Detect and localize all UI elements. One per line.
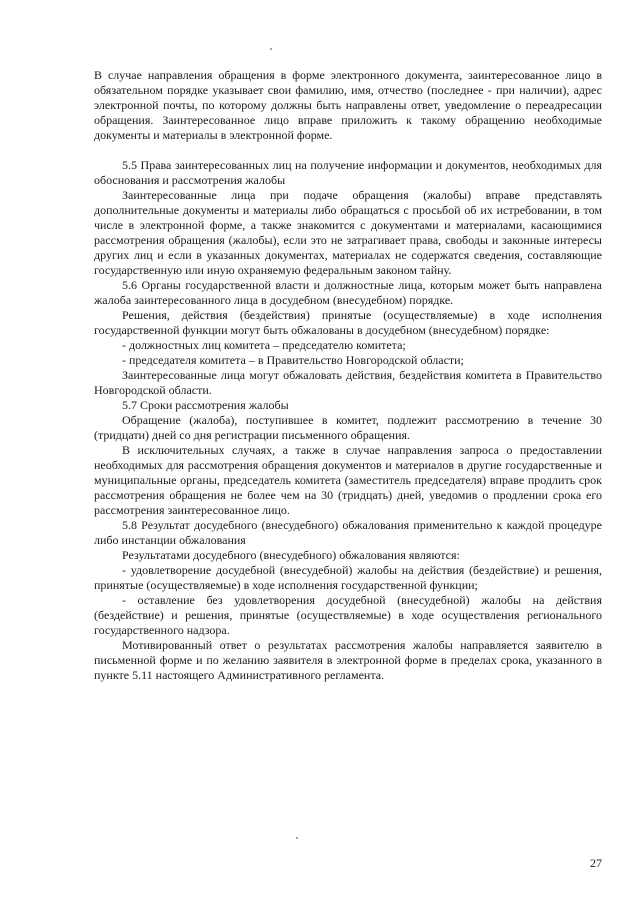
paragraph: Мотивированный ответ о результатах рассмотрения жалобы направляется заявителю в письменной форме и по желанию заявителя в электронной форме в пределах срока, указанного в пункте 5.11 настоящего Административного регламента.	[94, 638, 602, 682]
paragraph: - оставление без удовлетворения досудебной (внесудебной) жалобы на действия (бездействие) и решения, принятые (осуществляемые) в ходе осуществления регионального государственного надзора.	[94, 593, 602, 637]
scan-speck	[296, 837, 298, 839]
paragraph-gap	[94, 143, 602, 158]
paragraph: - председателя комитета – в Правительство Новгородской области;	[122, 353, 464, 367]
paragraph: В случае направления обращения в форме электронного документа, заинтересованное лицо в обязательном порядке указывает свои фамилию, имя, отчество (последнее - при наличии), адрес электронной почты, по которому должны быть направлены ответ, уведомление о переадресации обращения. Заинтересованное лицо вправе приложить к такому обращению необходимые документы и материалы в электронной форме.	[94, 68, 602, 142]
paragraph: 5.8 Результат досудебного (внесудебного) обжалования применительно к каждой процедуре либо инстанции обжалования	[94, 518, 602, 547]
paragraph: Заинтересованные лица могут обжаловать действия, бездействия комитета в Правительство Новгородской области.	[94, 368, 602, 397]
paragraph: 5.7 Сроки рассмотрения жалобы	[122, 398, 289, 412]
paragraph: 5.5 Права заинтересованных лиц на получение информации и документов, необходимых для обоснования и рассмотрения жалобы	[94, 158, 602, 187]
paragraph: Заинтересованные лица при подаче обращения (жалобы) вправе представлять дополнительные документы и материалы либо обращаться с просьбой об их истребовании, в том числе в электронной форме, а также знакомится с документами и материалами, касающимися рассмотрения обращения (жалобы), если это не затрагивает права, свободы и законные интересы других лиц и если в указанных документах, материалах не содержатся сведения, составляющие государственную или иную охраняемую федеральным законом тайну.	[94, 188, 602, 277]
paragraph: Решения, действия (бездействия) принятые (осуществляемые) в ходе исполнения государственной функции могут быть обжалованы в досудебном (внесудебном) порядке:	[94, 308, 602, 337]
paragraph: 5.6 Органы государственной власти и должностные лица, которым может быть направлена жалоба заинтересованного лица в досудебном (внесудебном) порядке.	[94, 278, 602, 307]
page-number: 27	[590, 856, 602, 870]
paragraph: В исключительных случаях, а также в случае направления запроса о предоставлении необходимых для рассмотрения обращения документов и материалов в другие государственные и муниципальные органы, председатель комитета (заместитель председателя) вправе продлить срок рассмотрения обращения не более чем на 30 (тридцать) дней, уведомив о продлении срока его рассмотрения заинтересованное лицо.	[94, 443, 602, 517]
paragraph: Результатами досудебного (внесудебного) обжалования являются:	[122, 548, 460, 562]
paragraph: Обращение (жалоба), поступившее в комитет, подлежит рассмотрению в течение 30 (тридцати) дней со дня регистрации письменного обращения.	[94, 413, 602, 442]
paragraph: - должностных лиц комитета – председателю комитета;	[122, 338, 406, 352]
scan-speck	[270, 48, 272, 50]
paragraph: - удовлетворение досудебной (внесудебной) жалобы на действия (бездействие) и решения, принятые (осуществляемые) в ходе исполнения государственной функции;	[94, 563, 602, 592]
document-body	[94, 68, 602, 683]
